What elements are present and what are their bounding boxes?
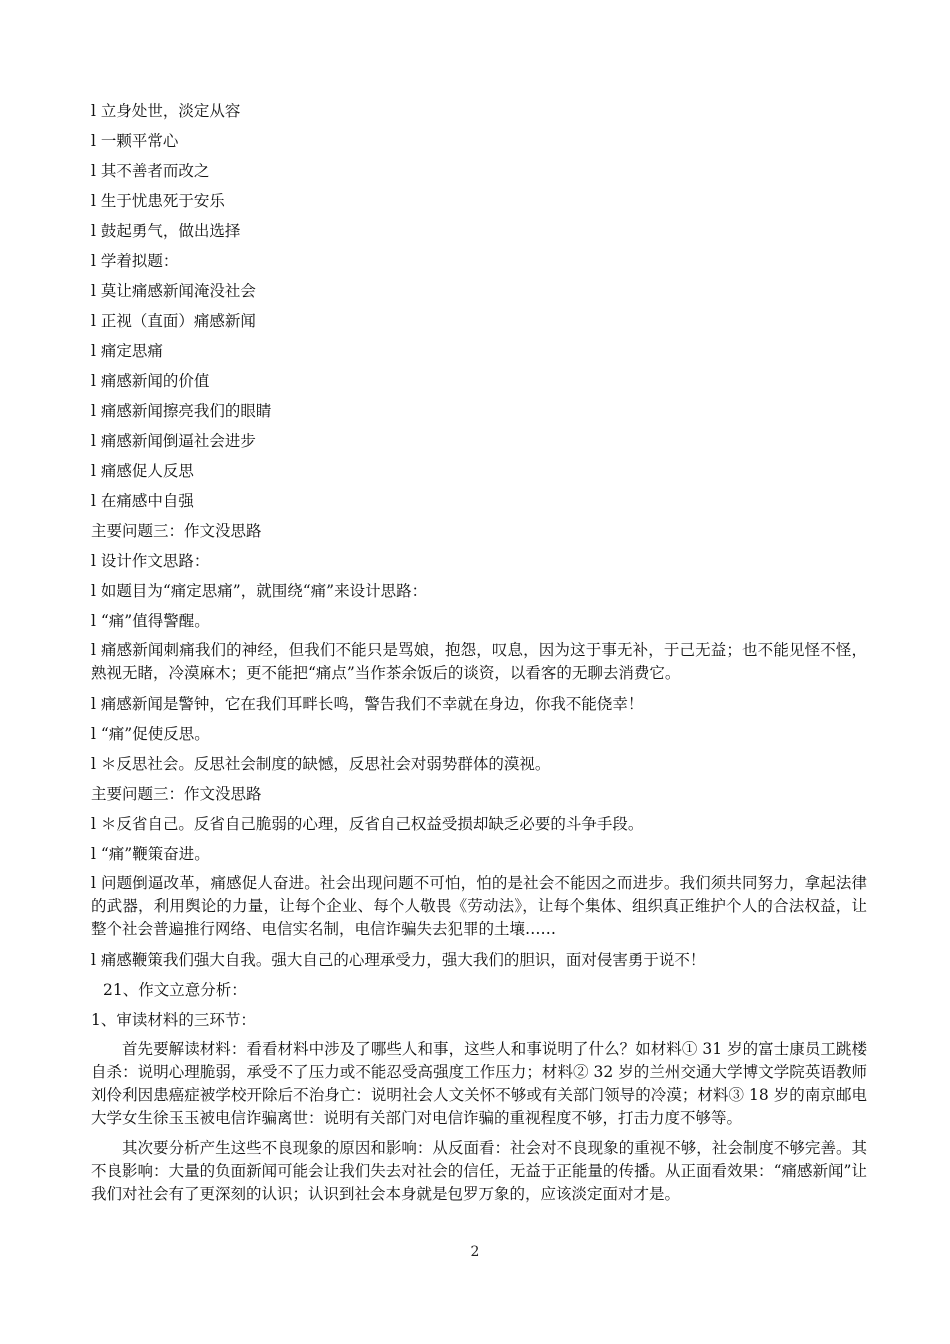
title-suggestion: l 痛感新闻的价值 [91,372,210,390]
sub-heading: 1、审读材料的三环节： [91,1011,256,1029]
bullet-line: l 学着拟题： [91,252,179,270]
paragraph-nerve: l 痛感新闻刺痛我们的神经，但我们不能只是骂娘，抱怨，叹息，因为这于事无补，于己无益；也不能见怪不怪，熟视无睹，冷漠麻木；更不能把“痛点”当作茶余饭后的谈资，以看客的无聊去消费它。 [91,641,867,682]
bullet-line: l 其不善者而改之 [91,162,210,180]
bullet-line: l “痛”值得警醒。 [91,612,210,630]
page-number: 2 [470,1244,480,1260]
bullet-line: l “痛”促使反思。 [91,725,210,743]
bullet-line: l 鼓起勇气，做出选择 [91,222,241,240]
title-suggestion: l 痛感新闻擦亮我们的眼睛 [91,402,272,420]
paragraph-reform: l 问题倒逼改革，痛感促人奋进。社会出现问题不可怕，怕的是社会不能因之而进步。我们须共同努力，拿起法律的武器，利用舆论的力量，让每个企业、每个人敬畏《劳动法》，让每个集体、组织真正维护个人的合法权益，让整个社会普遍推行网络、电信实名制，电信诈骗失去犯罪的土壤…… [91,874,867,938]
bullet-line: l 一颗平常心 [91,132,179,150]
problem-heading: 主要问题三：作文没思路 [91,785,262,803]
bullet-line: l “痛”鞭策奋进。 [91,845,210,863]
bullet-line: l 立身处世，淡定从容 [91,102,241,120]
title-suggestion: l 痛定思痛 [91,342,163,360]
bullet-line: l 生于忧患死于安乐 [91,192,225,210]
document-body [91,96,867,1210]
bullet-line: l 如题目为“痛定思痛”，就围绕“痛”来设计思路： [91,582,428,600]
bullet-line: l ＊反思社会。反思社会制度的缺憾，反思社会对弱势群体的漠视。 [91,755,551,773]
title-suggestion: l 正视（直面）痛感新闻 [91,312,256,330]
problem-heading: 主要问题三：作文没思路 [91,522,262,540]
title-suggestion: l 痛感促人反思 [91,462,194,480]
bullet-line: l 痛感鞭策我们强大自我。强大自己的心理承受力，强大我们的胆识，面对侵害勇于说不！ [91,951,706,969]
paragraph-first: 首先要解读材料：看看材料中涉及了哪些人和事，这些人和事说明了什么？如材料① 31 岁的富士康员工跳楼自杀：说明心理脆弱，承受不了压力或不能忍受高强度工作压力；材料② 32 岁的兰州交通大学博文学院英语教师刘伶利因患癌症被学校开除后不治身亡：说明社会人文关怀不够或有关部门领导的冷漠；材料③ 18 岁的南京邮电大学女生徐玉玉被电信诈骗离世：说明有关部门对电信诈骗的重视程度不够，打击力度不够等。 [91,1040,867,1127]
title-suggestion: l 莫让痛感新闻淹没社会 [91,282,256,300]
bullet-line: l ＊反省自己。反省自己脆弱的心理，反省自己权益受损却缺乏必要的斗争手段。 [91,815,644,833]
title-suggestion: l 痛感新闻倒逼社会进步 [91,432,256,450]
title-suggestion: l 在痛感中自强 [91,492,194,510]
section-heading: 21、作文立意分析： [103,981,247,999]
paragraph-second: 其次要分析产生这些不良现象的原因和影响：从反面看：社会对不良现象的重视不够，社会制度不够完善。其不良影响：大量的负面新闻可能会让我们失去对社会的信任，无益于正能量的传播。从正面看效果：“痛感新闻”让我们对社会有了更深刻的认识；认识到社会本身就是包罗万象的，应该淡定面对才是。 [91,1139,867,1203]
bullet-line: l 设计作文思路： [91,552,210,570]
bullet-line: l 痛感新闻是警钟，它在我们耳畔长鸣，警告我们不幸就在身边，你我不能侥幸！ [91,695,644,713]
